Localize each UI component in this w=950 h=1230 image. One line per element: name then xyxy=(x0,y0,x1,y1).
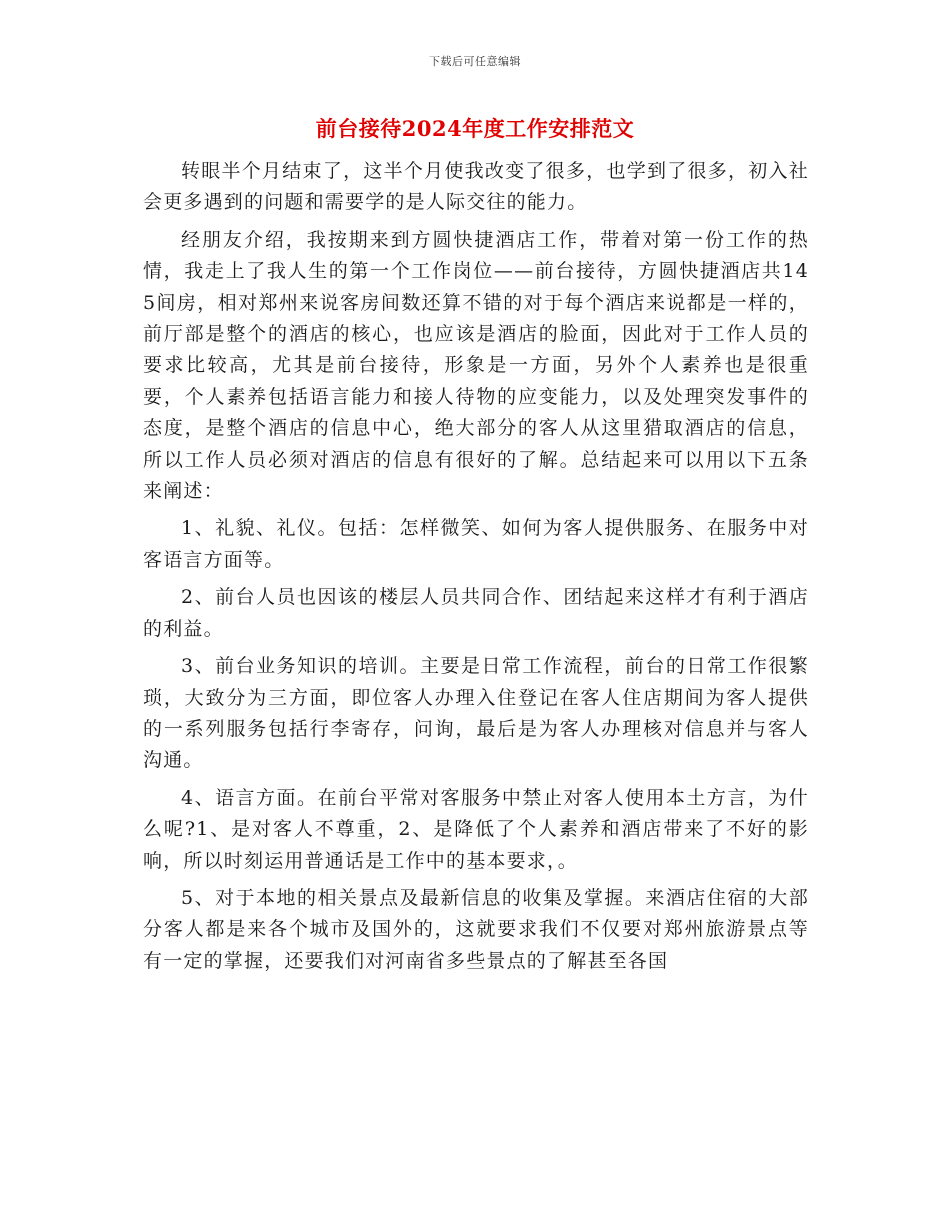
paragraph-point-1: 1、礼貌、礼仪。包括：怎样微笑、如何为客人提供服务、在服务中对客语言方面等。 xyxy=(143,517,809,571)
paragraph-point-4: 4、语言方面。在前台平常对客服务中禁止对客人使用本土方言，为什么呢?1、是对客人不尊重，2、是降低了个人素养和酒店带来了不好的影响，所以时刻运用普通话是工作中的基本要求，。 xyxy=(143,786,809,872)
paragraph-point-2: 2、前台人员也因该的楼层人员共同合作、团结起来这样才有利于酒店的利益。 xyxy=(143,586,809,640)
document-title: 前台接待2024年度工作安排范文 xyxy=(315,116,635,141)
paragraph-point-3: 3、前台业务知识的培训。主要是日常工作流程，前台的日常工作很繁琐，大致分为三方面，即位客人办理入住登记在客人住店期间为客人提供的一系列服务包括行李寄存，问询，最后是为客人办理核对信息并与客人沟通。 xyxy=(143,655,809,772)
paragraph-background: 经朋友介绍，我按期来到方圆快捷酒店工作，带着对第一份工作的热情，我走上了我人生的第一个工作岗位——前台接待，方圆快捷酒店共145间房，相对郑州来说客房间数还算不错的对于每个酒店来说都是一样的，前厅部是整个的酒店的核心，也应该是酒店的脸面，因此对于工作人员的要求比较高，尤其是前台接待，形象是一方面，另外个人素养也是很重要，个人素养包括语言能力和接人待物的应变能力，以及处理突发事件的态度，是整个酒店的信息中心，绝大部分的客人从这里猎取酒店的信息，所以工作人员必须对酒店的信息有很好的了解。总结起来可以用以下五条来阐述： xyxy=(143,228,809,503)
document-body xyxy=(143,156,809,983)
header-note: 下载后可任意编辑 xyxy=(429,55,521,68)
paragraph-point-5: 5、对于本地的相关景点及最新信息的收集及掌握。来酒店住宿的大部分客人都是来各个城市及国外的，这就要求我们不仅要对郑州旅游景点等有一定的掌握，还要我们对河南省多些景点的了解甚至各国 xyxy=(143,886,809,972)
paragraph-intro: 转眼半个月结束了，这半个月使我改变了很多，也学到了很多，初入社会更多遇到的问题和需要学的是人际交往的能力。 xyxy=(143,160,809,214)
